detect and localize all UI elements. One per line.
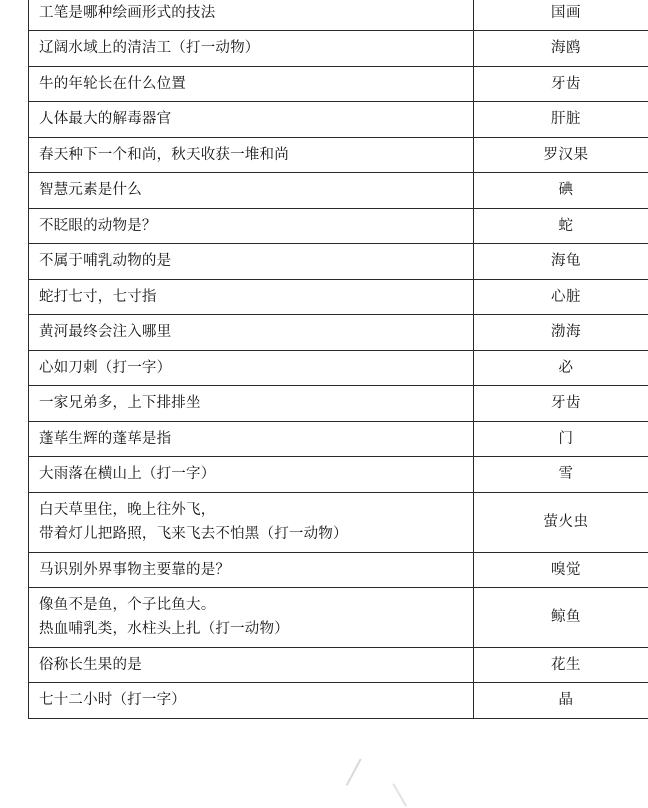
table-row [29,137,648,172]
table-row [29,457,648,492]
scan-artifact-left [346,758,402,807]
question-cell [29,315,474,350]
question-line: 辽阔水域上的清洁工（打一动物） [39,37,469,59]
question-cell [29,102,474,137]
question-cell [29,137,474,172]
question-cell [29,0,474,31]
question-cell [29,492,474,552]
question-cell [29,173,474,208]
table-row [29,0,648,31]
question-cell [29,350,474,385]
question-cell [29,31,474,66]
answer-cell: 牙齿 [474,66,648,101]
answer-cell: 牙齿 [474,386,648,421]
question-cell [29,457,474,492]
question-line: 心如刀刺（打一字） [39,357,469,379]
question-line: 白天草里住，晚上往外飞， [39,499,469,521]
table-row [29,244,648,279]
question-line: 马识别外界事物主要靠的是？ [39,559,469,581]
question-line: 人体最大的解毒器官 [39,108,469,130]
table-row [29,492,648,552]
answer-cell: 晶 [474,683,648,718]
table-row [29,647,648,682]
question-line: 智慧元素是什么 [39,179,469,201]
table-row [29,421,648,456]
answer-cell: 罗汉果 [474,137,648,172]
table-row [29,315,648,350]
question-line: 大雨落在横山上（打一字） [39,463,469,485]
riddles-table-body [29,0,648,718]
answer-cell: 嗅觉 [474,552,648,587]
table-row [29,587,648,647]
answer-cell: 渤海 [474,315,648,350]
answer-cell: 萤火虫 [474,492,648,552]
question-line: 蓬荜生辉的蓬荜是指 [39,428,469,450]
table-row [29,66,648,101]
question-cell [29,552,474,587]
answer-cell: 必 [474,350,648,385]
question-line: 牛的年轮长在什么位置 [39,73,469,95]
question-cell [29,244,474,279]
question-line: 不属于哺乳动物的是 [39,250,469,272]
table-row [29,102,648,137]
table-row [29,683,648,718]
question-line: 热血哺乳类，水柱头上扎（打一动物） [39,618,469,640]
table-row [29,208,648,243]
table-row [29,31,648,66]
question-cell [29,386,474,421]
answer-cell: 碘 [474,173,648,208]
question-line: 工笔是哪种绘画形式的技法 [39,2,469,24]
question-cell [29,279,474,314]
question-cell [29,647,474,682]
question-line: 蛇打七寸，七寸指 [39,286,469,308]
question-line: 一家兄弟多，上下排排坐 [39,392,469,414]
question-line: 七十二小时（打一字） [39,689,469,711]
question-cell [29,66,474,101]
table-row [29,386,648,421]
question-line: 带着灯儿把路照，飞来飞去不怕黑（打一动物） [39,523,469,545]
riddles-table [28,0,648,719]
answer-cell: 海鸥 [474,31,648,66]
answer-cell: 国画 [474,0,648,31]
answer-cell: 雪 [474,457,648,492]
scan-artifact-right [392,763,441,807]
question-line: 不眨眼的动物是？ [39,215,469,237]
question-line: 俗称长生果的是 [39,654,469,676]
table-row [29,279,648,314]
question-cell [29,421,474,456]
answer-cell: 鲸鱼 [474,587,648,647]
question-cell [29,683,474,718]
answer-cell: 门 [474,421,648,456]
answer-cell: 心脏 [474,279,648,314]
question-cell [29,208,474,243]
question-line: 春天种下一个和尚，秋天收获一堆和尚 [39,144,469,166]
answer-cell: 海龟 [474,244,648,279]
table-row [29,552,648,587]
table-row [29,173,648,208]
answer-cell: 花生 [474,647,648,682]
answer-cell: 蛇 [474,208,648,243]
table-row [29,350,648,385]
question-line: 像鱼不是鱼，个子比鱼大。 [39,594,469,616]
question-line: 黄河最终会注入哪里 [39,321,469,343]
question-cell [29,587,474,647]
answer-cell: 肝脏 [474,102,648,137]
